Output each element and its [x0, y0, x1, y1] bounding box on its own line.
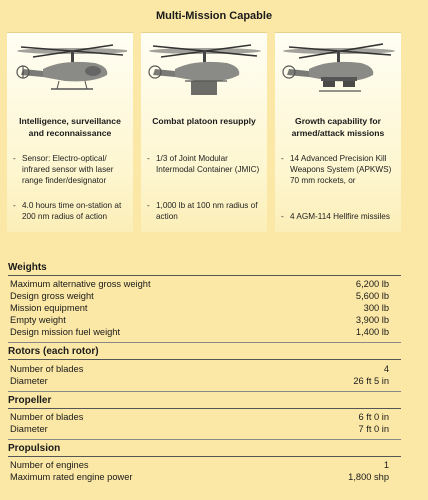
section-heading-weights: Weights: [8, 262, 401, 276]
panel-title: Intelligence, surveillance and reconnaissance: [19, 116, 121, 138]
helicopter-illustration: [13, 37, 127, 101]
spec-row: Number of blades 4: [10, 364, 389, 374]
section-heading-propeller: Propeller: [8, 395, 401, 409]
mission-panel-attack: [275, 32, 401, 232]
panel-title: Growth capability for armed/attack missions: [291, 116, 385, 138]
spec-row: Maximum alternative gross weight 6,200 lb: [10, 279, 389, 289]
panel-bullet: - Sensor: Electro-optical/ infrared sensor with laser range finder/designator: [13, 154, 114, 185]
panel-bullet: - 4.0 hours time on-station at 200 nm radius of action: [13, 201, 122, 221]
panel-title: Combat platoon resupply: [152, 116, 256, 126]
panel-bullet: - 14 Advanced Precision Kill Weapons System (APKWS) 70 mm rockets, or: [281, 154, 392, 185]
spec-row: Diameter 7 ft 0 in: [10, 424, 389, 434]
divider: [8, 439, 401, 440]
spec-row: Maximum rated engine power 1,800 shp: [10, 472, 389, 482]
helicopter-illustration: [281, 37, 395, 101]
section-heading-propulsion: Propulsion: [8, 443, 401, 457]
helicopter-illustration: [147, 37, 261, 101]
mission-panel-resupply: [141, 32, 267, 232]
panel-bullet: - 4 AGM-114 Hellfire missiles: [281, 212, 390, 221]
spec-row: Mission equipment 300 lb: [10, 303, 389, 313]
spec-row: Diameter 26 ft 5 in: [10, 376, 389, 386]
panel-bullet: - 1/3 of Joint Modular Intermodal Container (JMIC): [147, 154, 260, 174]
divider: [8, 391, 401, 392]
spec-row: Number of blades 6 ft 0 in: [10, 412, 389, 422]
page-title: Multi-Mission Capable: [155, 10, 273, 22]
spec-row: Design mission fuel weight 1,400 lb: [10, 327, 389, 337]
spec-row: Design gross weight 5,600 lb: [10, 291, 389, 301]
mission-panel-isr: [7, 32, 133, 232]
section-heading-rotors: Rotors (each rotor): [8, 346, 401, 360]
panel-bullet: - 1,000 lb at 100 nm radius of action: [147, 201, 258, 221]
divider: [8, 342, 401, 343]
spec-row: Empty weight 3,900 lb: [10, 315, 389, 325]
spec-row: Number of engines 1: [10, 460, 389, 470]
